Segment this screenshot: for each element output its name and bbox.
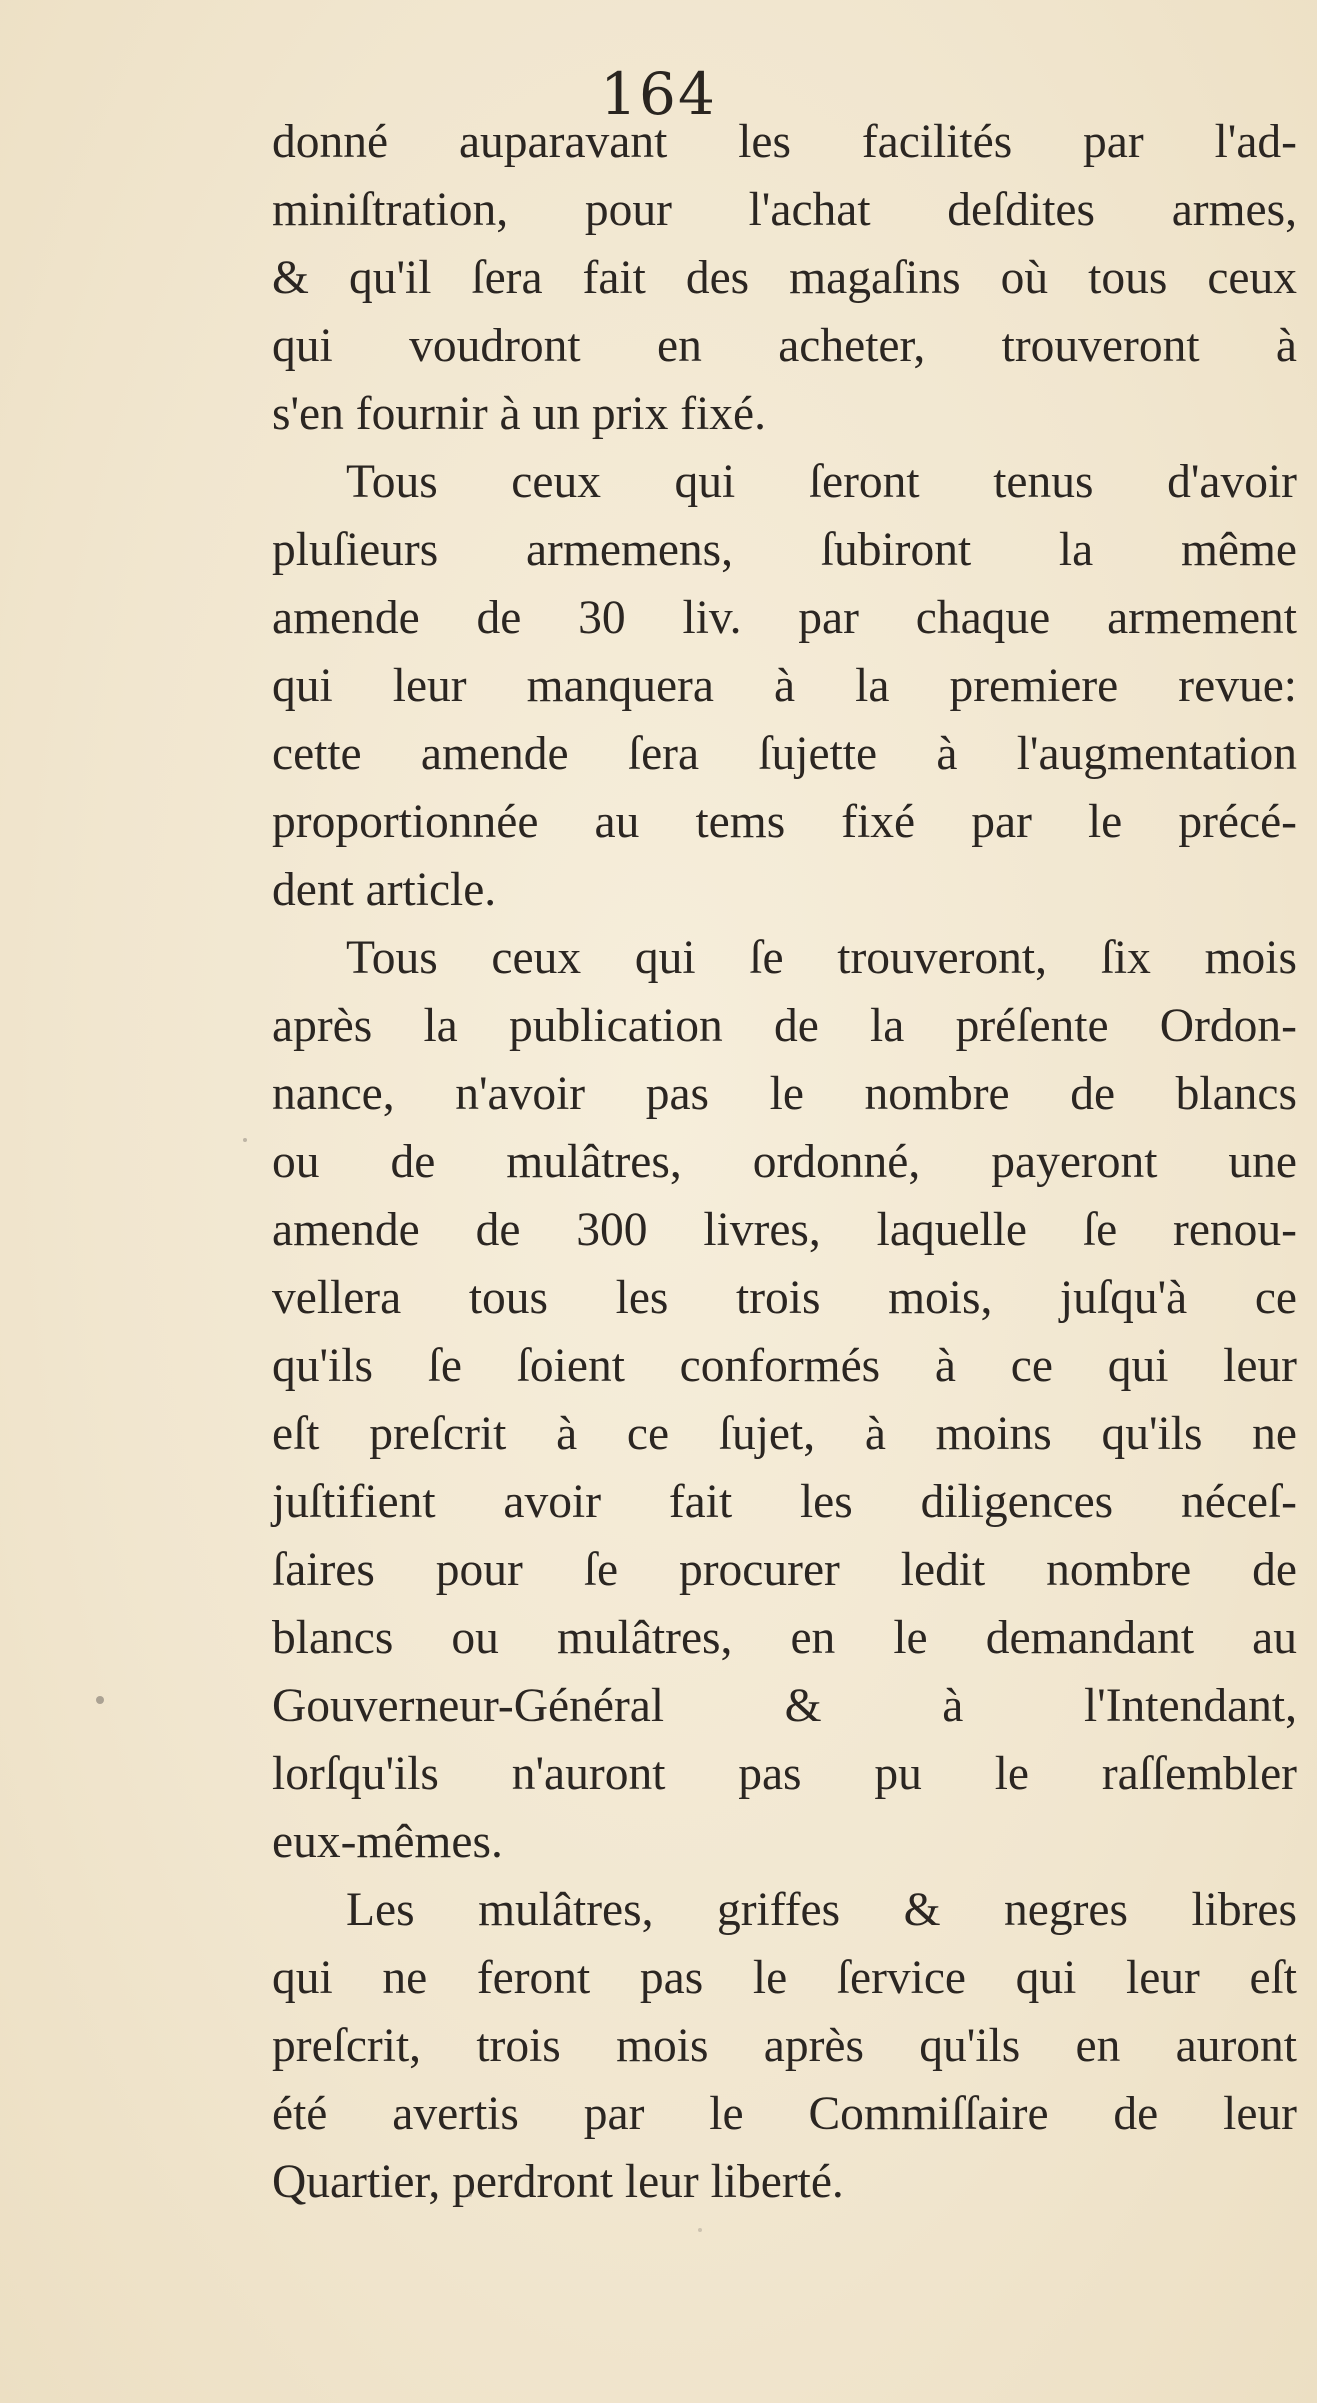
text-line: ou de mulâtres, ordonné, payeront une: [272, 1136, 1297, 1188]
text-line: & qu'il ſera fait des magaſins où tous ceux: [272, 252, 1297, 304]
text-line: juſtifient avoir fait les diligences néceſ-: [272, 1476, 1297, 1528]
text-line: qui leur manquera à la premiere revue:: [272, 660, 1297, 712]
text-line: Les mulâtres, griffes & negres libres: [346, 1884, 1297, 1936]
text-line: donné auparavant les facilités par l'ad-: [272, 116, 1297, 168]
text-line: après la publication de la préſente Ordon-: [272, 1000, 1297, 1052]
text-line: vellera tous les trois mois, juſqu'à ce: [272, 1272, 1297, 1324]
ink-speck: [96, 1696, 104, 1704]
text-line: qui voudront en acheter, trouveront à: [272, 320, 1297, 372]
text-line: blancs ou mulâtres, en le demandant au: [272, 1612, 1297, 1664]
text-line: Gouverneur-Général & à l'Intendant,: [272, 1680, 1297, 1732]
text-line: amende de 30 liv. par chaque armement: [272, 592, 1297, 644]
text-line: Tous ceux qui ſeront tenus d'avoir: [346, 456, 1297, 508]
text-line: dent article.: [272, 864, 497, 916]
text-line: été avertis par le Commiſſaire de leur: [272, 2088, 1297, 2140]
text-line: qui ne feront pas le ſervice qui leur eſt: [272, 1952, 1297, 2004]
text-line: proportionnée au tems fixé par le précé-: [272, 796, 1297, 848]
text-line: nance, n'avoir pas le nombre de blancs: [272, 1068, 1297, 1120]
page-number: 164: [600, 60, 717, 128]
text-line: qu'ils ſe ſoient conformés à ce qui leur: [272, 1340, 1297, 1392]
text-line: Tous ceux qui ſe trouveront, ſix mois: [346, 932, 1297, 984]
text-line: s'en fournir à un prix fixé.: [272, 388, 766, 440]
text-line: Quartier, perdront leur liberté.: [272, 2156, 844, 2208]
ink-speck: [698, 2228, 702, 2232]
text-line: cette amende ſera ſujette à l'augmentation: [272, 728, 1297, 780]
text-line: eſt preſcrit à ce ſujet, à moins qu'ils ne: [272, 1408, 1297, 1460]
text-line: preſcrit, trois mois après qu'ils en auront: [272, 2020, 1297, 2072]
ink-speck: [468, 2193, 472, 2197]
text-line: ſaires pour ſe procurer ledit nombre de: [272, 1544, 1297, 1596]
ink-speck: [243, 1138, 247, 1142]
text-line: pluſieurs armemens, ſubiront la même: [272, 524, 1297, 576]
text-line: amende de 300 livres, laquelle ſe renou-: [272, 1204, 1297, 1256]
text-line: eux-mêmes.: [272, 1816, 503, 1868]
text-line: miniſtration, pour l'achat deſdites armes,: [272, 184, 1297, 236]
text-line: lorſqu'ils n'auront pas pu le raſſembler: [272, 1748, 1297, 1800]
